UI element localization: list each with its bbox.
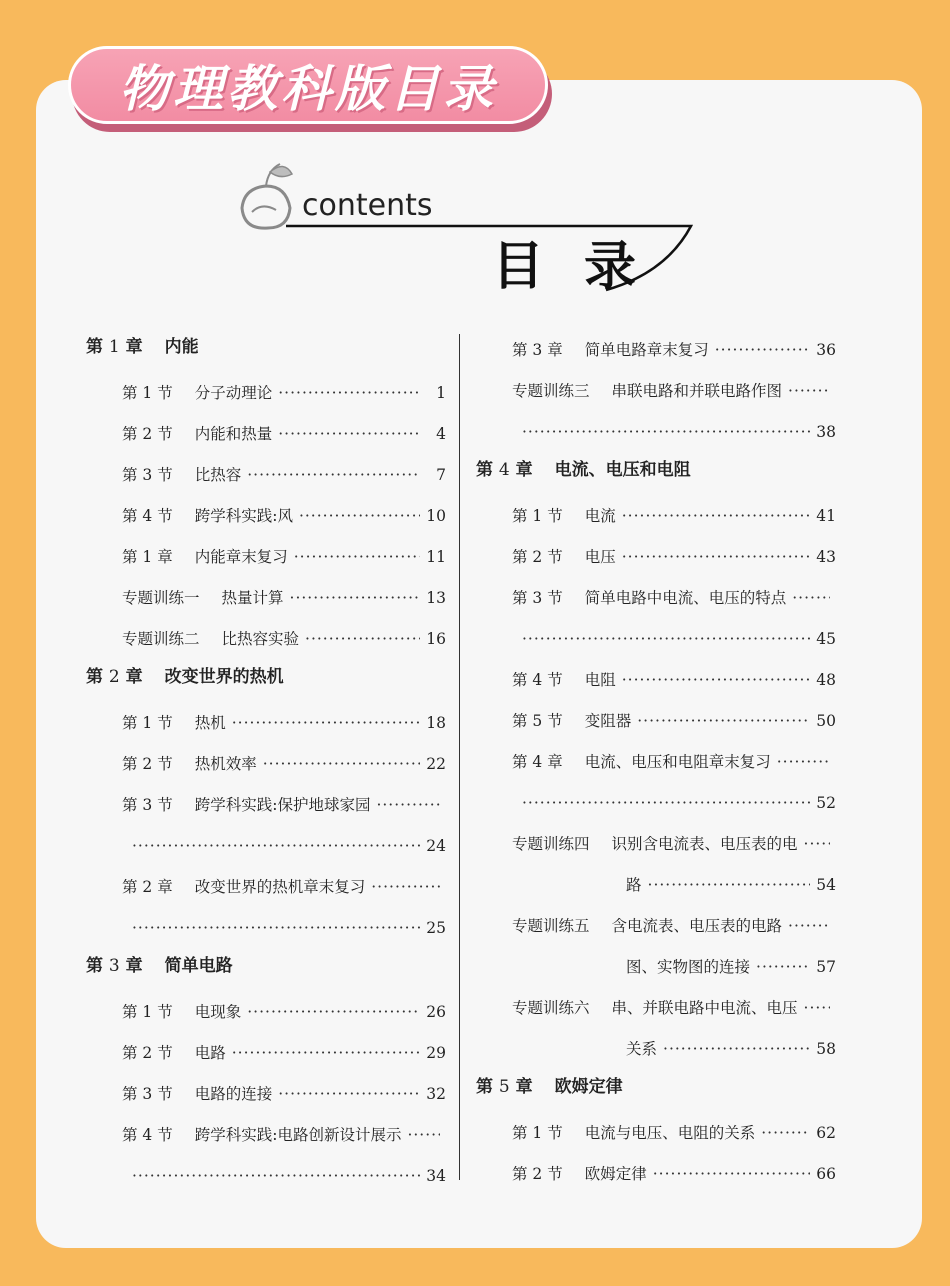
dot-leader (522, 619, 810, 660)
dot-leader (663, 1029, 810, 1070)
toc-entry-continued[interactable] (476, 783, 836, 824)
entry-label: 第 1 节 (512, 507, 563, 525)
toc-entry-continued[interactable] (476, 412, 836, 453)
entry-label: 第 1 章 (122, 548, 173, 566)
dot-leader (715, 330, 810, 371)
dot-leader (278, 1074, 420, 1115)
entry-title: 串、并联电路中电流、电压 (611, 999, 798, 1017)
chapter-number: 3 (108, 956, 120, 976)
banner-pill (68, 46, 548, 124)
dot-leader (299, 496, 420, 537)
toc-entry[interactable] (86, 414, 446, 455)
entry-label: 第 1 节 (122, 384, 173, 402)
dot-leader (290, 578, 420, 619)
chapter-title: 简单电路 (164, 956, 233, 976)
toc-entry[interactable] (476, 824, 836, 865)
toc-entry[interactable] (86, 455, 446, 496)
chapter-suffix: 章 (125, 667, 143, 687)
dot-leader (804, 824, 830, 865)
entry-label: 第 3 节 (122, 796, 173, 814)
page-number: 1 (436, 384, 446, 402)
contents-logo (236, 158, 696, 297)
entry-title: 电流、电压和电阻章末复习 (584, 753, 771, 771)
chapter-title: 欧姆定律 (554, 1077, 623, 1097)
toc-entry[interactable] (476, 371, 836, 412)
toc-entry[interactable] (86, 1115, 446, 1156)
chapter-heading[interactable] (476, 1070, 836, 1113)
dot-leader (761, 1113, 810, 1154)
dot-leader (263, 744, 420, 785)
entry-title: 内能章末复习 (194, 548, 288, 566)
dot-leader (247, 455, 420, 496)
entry-title: 热机 (194, 714, 226, 732)
entry-title: 变阻器 (584, 712, 632, 730)
page-number: 29 (426, 1044, 446, 1062)
toc-entry[interactable] (476, 578, 836, 619)
toc-entry[interactable] (476, 1113, 836, 1154)
entry-title: 跨学科实践:风 (194, 507, 293, 525)
entry-title: 改变世界的热机章末复习 (194, 878, 366, 896)
entry-title: 比热容 (194, 466, 242, 484)
page-number: 38 (816, 423, 836, 441)
page-number: 41 (816, 507, 836, 525)
dot-leader (622, 537, 810, 578)
chapter-title: 电流、电压和电阻 (554, 460, 691, 480)
dot-leader (132, 826, 420, 867)
page-number: 36 (816, 341, 836, 359)
chapter-number: 1 (108, 337, 120, 357)
entry-label: 第 3 章 (512, 341, 563, 359)
page-number: 50 (816, 712, 836, 730)
entry-label: 第 2 节 (122, 425, 173, 443)
chapter-heading[interactable] (86, 660, 446, 703)
chapter-suffix: 章 (125, 337, 143, 357)
toc-entry[interactable] (476, 906, 836, 947)
toc-entry[interactable] (86, 537, 446, 578)
entry-title: 电路 (194, 1044, 226, 1062)
entry-title-continued: 路 (626, 876, 642, 894)
entry-title: 分子动理论 (194, 384, 273, 402)
chapter-prefix: 第 (86, 667, 103, 687)
toc-entry[interactable] (86, 744, 446, 785)
entry-label: 第 1 节 (122, 714, 173, 732)
chapter-number: 4 (498, 460, 510, 480)
dot-leader (232, 703, 420, 744)
entry-title: 简单电路章末复习 (584, 341, 709, 359)
entry-title-continued: 图、实物图的连接 (626, 958, 751, 976)
entry-label: 专题训练一 (122, 589, 200, 607)
banner-title: 物理教科版目录 (119, 60, 497, 118)
dot-leader (278, 414, 420, 455)
chapter-number: 5 (498, 1077, 510, 1097)
toc-entry-wrapped[interactable] (476, 865, 836, 906)
entry-title: 电压 (584, 548, 616, 566)
entry-label: 专题训练五 (512, 917, 590, 935)
entry-title: 热量计算 (221, 589, 284, 607)
entry-label: 第 4 节 (512, 671, 563, 689)
chapter-heading[interactable] (86, 330, 446, 373)
entry-label: 第 3 节 (512, 589, 563, 607)
dot-leader (132, 908, 420, 949)
toc-entry-continued[interactable] (476, 619, 836, 660)
page-number: 45 (816, 630, 836, 648)
chapter-prefix: 第 (476, 1077, 493, 1097)
entry-label: 专题训练三 (512, 382, 590, 400)
entry-title: 电现象 (194, 1003, 242, 1021)
dot-leader (407, 1115, 440, 1156)
toc-entry[interactable] (476, 1154, 836, 1195)
dot-leader (648, 865, 810, 906)
entry-title: 电流与电压、电阻的关系 (584, 1124, 756, 1142)
chapter-suffix: 章 (515, 460, 533, 480)
dot-leader (788, 906, 830, 947)
contents-word: contents (302, 188, 433, 223)
entry-label: 第 4 节 (122, 1126, 173, 1144)
toc-entry[interactable] (476, 660, 836, 701)
entry-title: 内能和热量 (194, 425, 273, 443)
toc-entry[interactable] (476, 988, 836, 1029)
dot-leader (278, 373, 420, 414)
page-number: 22 (426, 755, 446, 773)
entry-label: 第 2 节 (512, 548, 563, 566)
toc-entry-wrapped[interactable] (476, 947, 836, 988)
toc-entry[interactable] (86, 992, 446, 1033)
dot-leader (637, 701, 810, 742)
dot-leader (756, 947, 810, 988)
dot-leader (622, 496, 810, 537)
entry-title: 热机效率 (194, 755, 257, 773)
toc-entry[interactable] (476, 537, 836, 578)
chapter-title: 内能 (164, 337, 199, 357)
entry-title: 跨学科实践:电路创新设计展示 (194, 1126, 402, 1144)
contents-title: 目录 (492, 237, 677, 297)
entry-title: 比热容实验 (221, 630, 300, 648)
page-number: 10 (426, 507, 446, 525)
toc-entry-continued[interactable] (86, 1156, 446, 1197)
toc-entry[interactable] (476, 701, 836, 742)
toc-entry[interactable] (86, 373, 446, 414)
toc-entry[interactable] (86, 867, 446, 908)
toc-entry-wrapped[interactable] (476, 1029, 836, 1070)
dot-leader (371, 867, 440, 908)
entry-label: 专题训练六 (512, 999, 590, 1017)
page-number: 58 (816, 1040, 836, 1058)
page-number: 11 (426, 548, 446, 566)
entry-title: 电路的连接 (194, 1085, 273, 1103)
entry-label: 第 2 节 (122, 755, 173, 773)
entry-label: 专题训练二 (122, 630, 200, 648)
apple-icon (242, 164, 292, 228)
toc-entry-continued[interactable] (86, 908, 446, 949)
entry-title-continued: 关系 (626, 1040, 658, 1058)
toc-entry-continued[interactable] (86, 826, 446, 867)
dot-leader (792, 578, 830, 619)
dot-leader (788, 371, 830, 412)
toc-entry[interactable] (476, 496, 836, 537)
dot-leader (247, 992, 420, 1033)
entry-label: 第 2 节 (122, 1044, 173, 1062)
page-number: 25 (426, 919, 446, 937)
page-number: 66 (816, 1165, 836, 1183)
chapter-prefix: 第 (86, 956, 103, 976)
dot-leader (804, 988, 830, 1029)
dot-leader (376, 785, 440, 826)
entry-title: 跨学科实践:保护地球家园 (194, 796, 371, 814)
chapter-prefix: 第 (476, 460, 493, 480)
dot-leader (294, 537, 420, 578)
dot-leader (653, 1154, 810, 1195)
toc-left-column (86, 330, 446, 1197)
page-number: 18 (426, 714, 446, 732)
entry-title: 简单电路中电流、电压的特点 (584, 589, 787, 607)
dot-leader (132, 1156, 420, 1197)
toc-right-column (476, 330, 836, 1195)
entry-label: 第 5 节 (512, 712, 563, 730)
dot-leader (522, 412, 810, 453)
entry-label: 第 2 节 (512, 1165, 563, 1183)
title-banner (68, 46, 552, 132)
entry-title: 电流 (584, 507, 616, 525)
dot-leader (232, 1033, 420, 1074)
entry-label: 第 1 节 (122, 1003, 173, 1021)
entry-title: 欧姆定律 (584, 1165, 647, 1183)
toc-entry[interactable] (86, 619, 446, 660)
dot-leader (522, 783, 810, 824)
page-number: 32 (426, 1085, 446, 1103)
chapter-title: 改变世界的热机 (164, 667, 284, 687)
toc-entry[interactable] (86, 785, 446, 826)
page-number: 57 (816, 958, 836, 976)
dot-leader (777, 742, 830, 783)
chapter-number: 2 (108, 667, 120, 687)
chapter-prefix: 第 (86, 337, 103, 357)
page-number: 7 (436, 466, 446, 484)
entry-title: 电阻 (584, 671, 616, 689)
toc-entry[interactable] (476, 742, 836, 783)
toc-entry[interactable] (86, 703, 446, 744)
page-number: 13 (426, 589, 446, 607)
dot-leader (305, 619, 420, 660)
entry-label: 第 4 节 (122, 507, 173, 525)
toc-entry[interactable] (86, 496, 446, 537)
chapter-suffix: 章 (515, 1077, 533, 1097)
chapter-suffix: 章 (125, 956, 143, 976)
page-number: 34 (426, 1167, 446, 1185)
entry-label: 专题训练四 (512, 835, 590, 853)
toc-entry[interactable] (86, 1074, 446, 1115)
chapter-heading[interactable] (86, 949, 446, 992)
chapter-heading[interactable] (476, 453, 836, 496)
entry-title: 识别含电流表、电压表的电 (611, 835, 798, 853)
entry-label: 第 4 章 (512, 753, 563, 771)
page-number: 26 (426, 1003, 446, 1021)
toc-entry[interactable] (86, 578, 446, 619)
column-divider (459, 334, 460, 1180)
page-number: 54 (816, 876, 836, 894)
page-number: 62 (816, 1124, 836, 1142)
page-number: 4 (436, 425, 446, 443)
dot-leader (622, 660, 810, 701)
page-number: 24 (426, 837, 446, 855)
toc-entry[interactable] (86, 1033, 446, 1074)
entry-title: 含电流表、电压表的电路 (611, 917, 783, 935)
entry-label: 第 2 章 (122, 878, 173, 896)
page-number: 52 (816, 794, 836, 812)
page-number: 48 (816, 671, 836, 689)
toc-entry[interactable] (476, 330, 836, 371)
entry-title: 串联电路和并联电路作图 (611, 382, 783, 400)
page-number: 43 (816, 548, 836, 566)
entry-label: 第 1 节 (512, 1124, 563, 1142)
entry-label: 第 3 节 (122, 466, 173, 484)
entry-label: 第 3 节 (122, 1085, 173, 1103)
page-number: 16 (426, 630, 446, 648)
